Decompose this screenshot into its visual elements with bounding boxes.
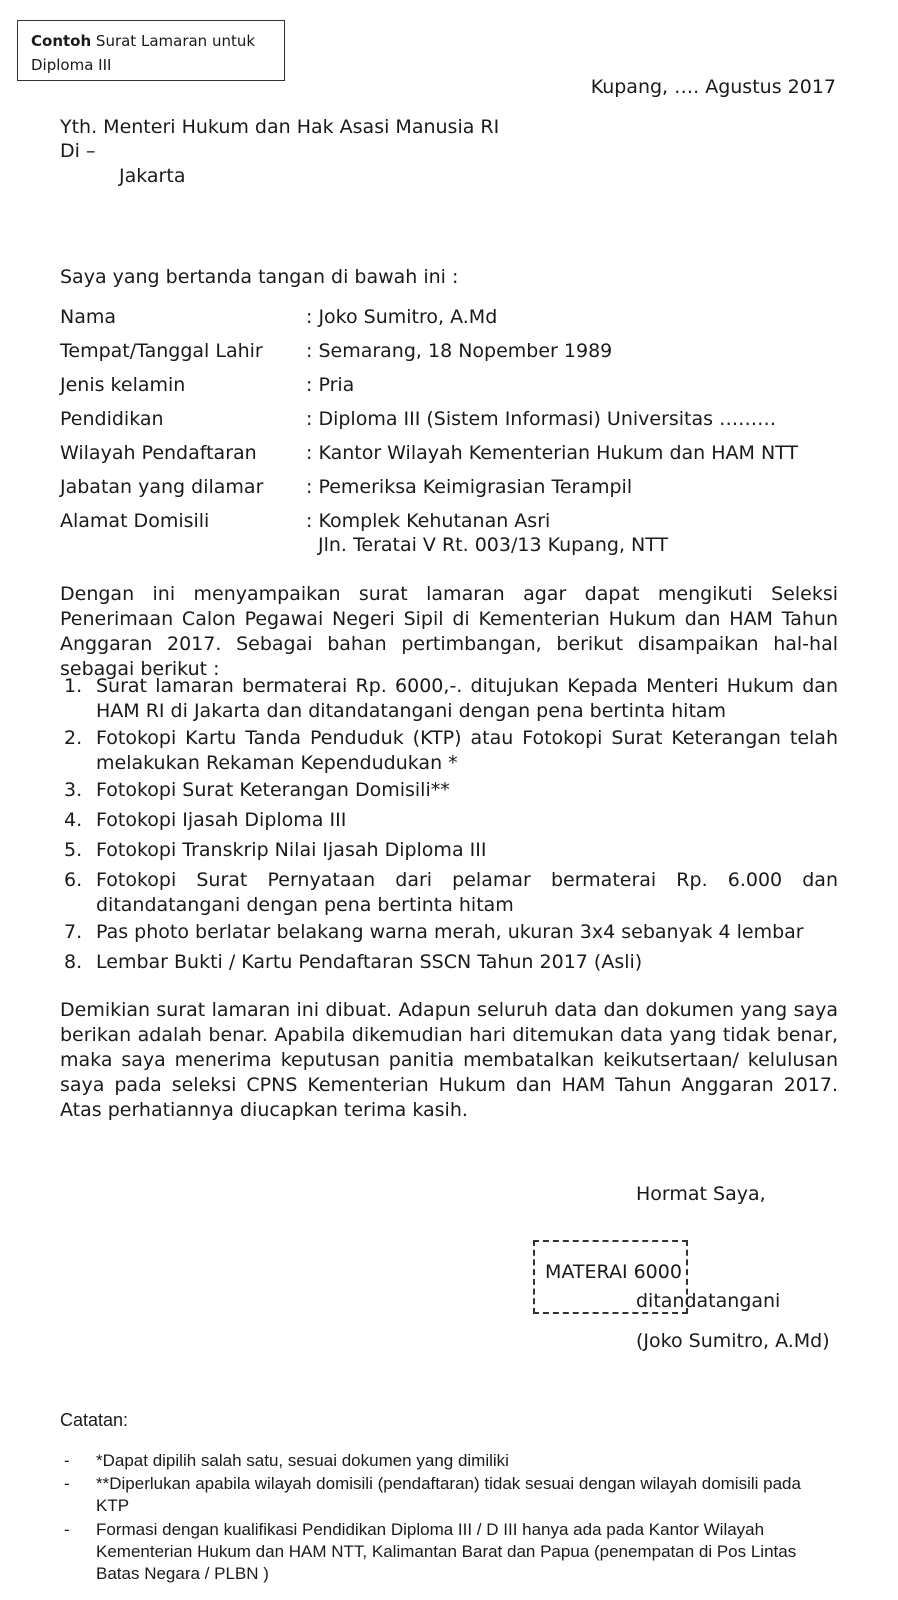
list-item-number: 7. [64, 921, 83, 943]
signer-name: (Joko Sumitro, A.Md) [636, 1330, 830, 1352]
example-label-line2: Diploma III [31, 56, 112, 74]
place-date: Kupang, …. Agustus 2017 [590, 76, 836, 98]
example-label-box [17, 20, 285, 81]
list-item-number: 4. [64, 809, 83, 831]
list-item-text: Lembar Bukti / Kartu Pendaftaran SSCN Tahun 2017 (Asli) [96, 951, 643, 973]
list-item-text: Fotokopi Surat Keterangan Domisili** [96, 779, 450, 801]
field-label-education: Pendidikan [60, 408, 164, 430]
list-item-text: Fotokopi Kartu Tanda Penduduk (KTP) atau Fotokopi Surat Keterangan telah melakukan Rekaman Kependudukan * [96, 727, 838, 774]
field-value-position: : Pemeriksa Keimigrasian Terampil [306, 476, 633, 498]
example-label-line1 [31, 29, 272, 53]
recipient-line2: Di – [60, 140, 96, 162]
field-value-region: : Kantor Wilayah Kementerian Hukum dan HAM NTT [306, 442, 799, 464]
list-item-number: 2. [64, 727, 83, 749]
field-label-nama: Nama [60, 306, 117, 328]
note-text: Formasi dengan kualifikasi Pendidikan Diploma III / D III hanya ada pada Kantor Wilayah Kementerian Hukum dan HAM NTT, Kalimantan Barat dan Papua (penempatan di Pos Lintas Batas Negara / PLBN ) [96, 1520, 797, 1583]
field-label-gender: Jenis kelamin [60, 374, 186, 396]
paragraph-closing: Demikian surat lamaran ini dibuat. Adapun seluruh data dan dokumen yang saya berikan adalah benar. Apabila dikemudian hari ditemukan data yang tidak benar, maka saya menerima keputusan panitia membatalkan keikutsertaan/ kelulusan saya pada seleksi CPNS Kementerian Hukum dan HAM Tahun Anggaran 2017. Atas perhatiannya diucapkan terima kasih. [60, 999, 838, 1121]
list-item-number: 3. [64, 779, 83, 801]
closing-greeting: Hormat Saya, [636, 1183, 766, 1205]
paragraph-intro: Dengan ini menyampaikan surat lamaran agar dapat mengikuti Seleksi Penerimaan Calon Pegawai Negeri Sipil di Kementerian Hukum dan HAM Tahun Anggaran 2017. Sebagai bahan pertimbangan, berikut disampaikan hal-hal sebagai berikut : [60, 583, 838, 680]
field-value-ttl: : Semarang, 18 Nopember 1989 [306, 340, 613, 362]
list-item-text: Surat lamaran bermaterai Rp. 6000,-. ditujukan Kepada Menteri Hukum dan HAM RI di Jakarta dan ditandatangani dengan pena bertinta hitam [96, 675, 838, 722]
notes-title: Catatan: [60, 1410, 129, 1430]
list-item-text: Fotokopi Ijasah Diploma III [96, 809, 347, 831]
field-label-position: Jabatan yang dilamar [60, 476, 264, 498]
note-dash: - [64, 1520, 70, 1539]
note-dash: - [64, 1474, 70, 1493]
list-item-number: 6. [64, 869, 83, 891]
note-text: *Dapat dipilih salah satu, sesuai dokumen yang dimiliki [96, 1451, 509, 1470]
field-label-address: Alamat Domisili [60, 510, 210, 532]
field-value-address: : Komplek Kehutanan Asri [306, 510, 551, 532]
recipient-city: Jakarta [119, 165, 186, 187]
intro-text: Saya yang bertanda tangan di bawah ini : [60, 266, 459, 288]
field-label-ttl: Tempat/Tanggal Lahir [60, 340, 263, 362]
example-label-rest: Surat Lamaran untuk [91, 32, 256, 50]
field-value-gender: : Pria [306, 374, 355, 396]
field-value-nama: : Joko Sumitro, A.Md [306, 306, 498, 328]
list-item-text: Fotokopi Surat Pernyataan dari pelamar bermaterai Rp. 6.000 dan ditandatangani dengan pena bertinta hitam [96, 869, 838, 916]
field-label-region: Wilayah Pendaftaran [60, 442, 257, 464]
list-item-number: 5. [64, 839, 83, 861]
recipient-line1: Yth. Menteri Hukum dan Hak Asasi Manusia RI [60, 116, 500, 138]
example-label-bold: Contoh [31, 32, 92, 50]
field-value-address-line2: Jln. Teratai V Rt. 003/13 Kupang, NTT [318, 534, 669, 556]
list-item-text: Pas photo berlatar belakang warna merah, ukuran 3x4 sebanyak 4 lembar [96, 921, 804, 943]
note-dash: - [64, 1451, 70, 1470]
signed-note: ditandatangani [636, 1290, 781, 1312]
stamp-label: MATERAI 6000 [545, 1261, 682, 1283]
note-text: **Diperlukan apabila wilayah domisili (pendaftaran) tidak sesuai dengan wilayah domisili pada KTP [96, 1474, 801, 1515]
list-item-text: Fotokopi Transkrip Nilai Ijasah Diploma III [96, 839, 487, 861]
list-item-number: 1. [64, 675, 83, 697]
field-value-education: : Diploma III (Sistem Informasi) Universitas ……… [306, 408, 777, 430]
list-item-number: 8. [64, 951, 83, 973]
